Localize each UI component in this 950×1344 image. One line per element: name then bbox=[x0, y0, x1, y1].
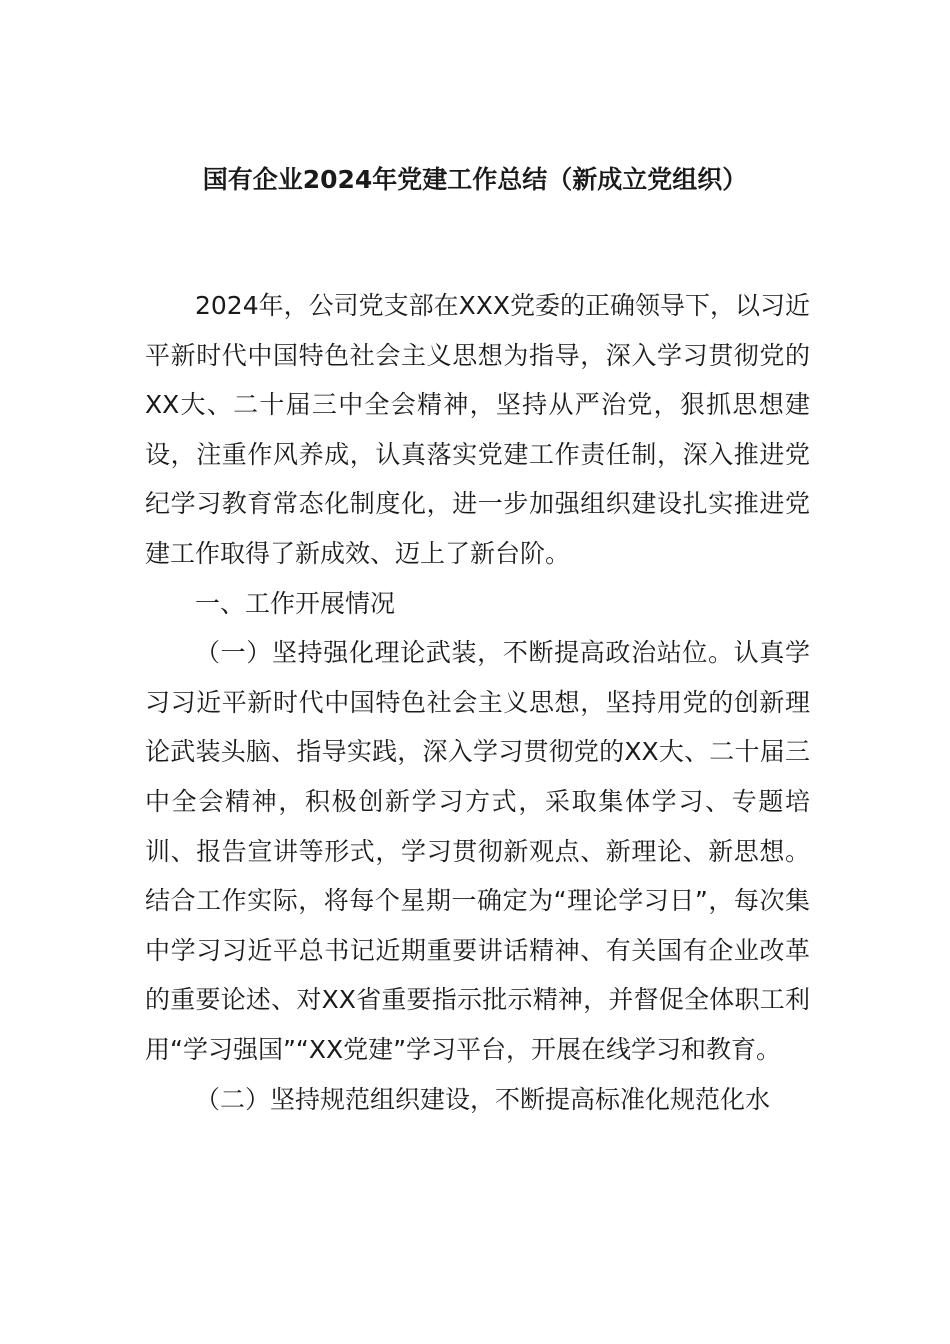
intro-paragraph: 2024年，公司党支部在XXX党委的正确领导下，以习近平新时代中国特色社会主义思想为指导，深入学习贯彻党的XX大、二十届三中全会精神，坚持从严治党，狠抓思想建设，注重作风养成，认真落实党建工作责任制，深入推进党纪学习教育常态化制度化，进一步加强组织建设扎实推进党建工作取得了新成效、迈上了新台阶。 bbox=[145, 291, 811, 568]
subsection-paragraph-1: （一）坚持强化理论武装，不断提高政治站位。认真学习习近平新时代中国特色社会主义思想，坚持用党的创新理论武装头脑、指导实践，深入学习贯彻党的XX大、二十届三中全会精神，积极创新学习方式，采取集体学习、专题培训、报告宣讲等形式，学习贯彻新观点、新理论、新思想。结合工作实际，将每个星期一确定为“理论学习日”，每次集中学习习近平总书记近期重要讲话精神、有关国有企业改革的重要论述、对XX省重要指示批示精神，并督促全体职工利用“学习强国”“XX党建”学习平台，开展在线学习和教育。 bbox=[145, 638, 810, 1064]
document-title: 国有企业2024年党建工作总结（新成立党组织） bbox=[202, 165, 748, 194]
section-heading: 一、工作开展情况 bbox=[195, 588, 396, 618]
document-body bbox=[145, 281, 810, 1124]
subsection-paragraph-2: （二）坚持规范组织建设，不断提高标准化规范化水 bbox=[195, 1084, 771, 1114]
